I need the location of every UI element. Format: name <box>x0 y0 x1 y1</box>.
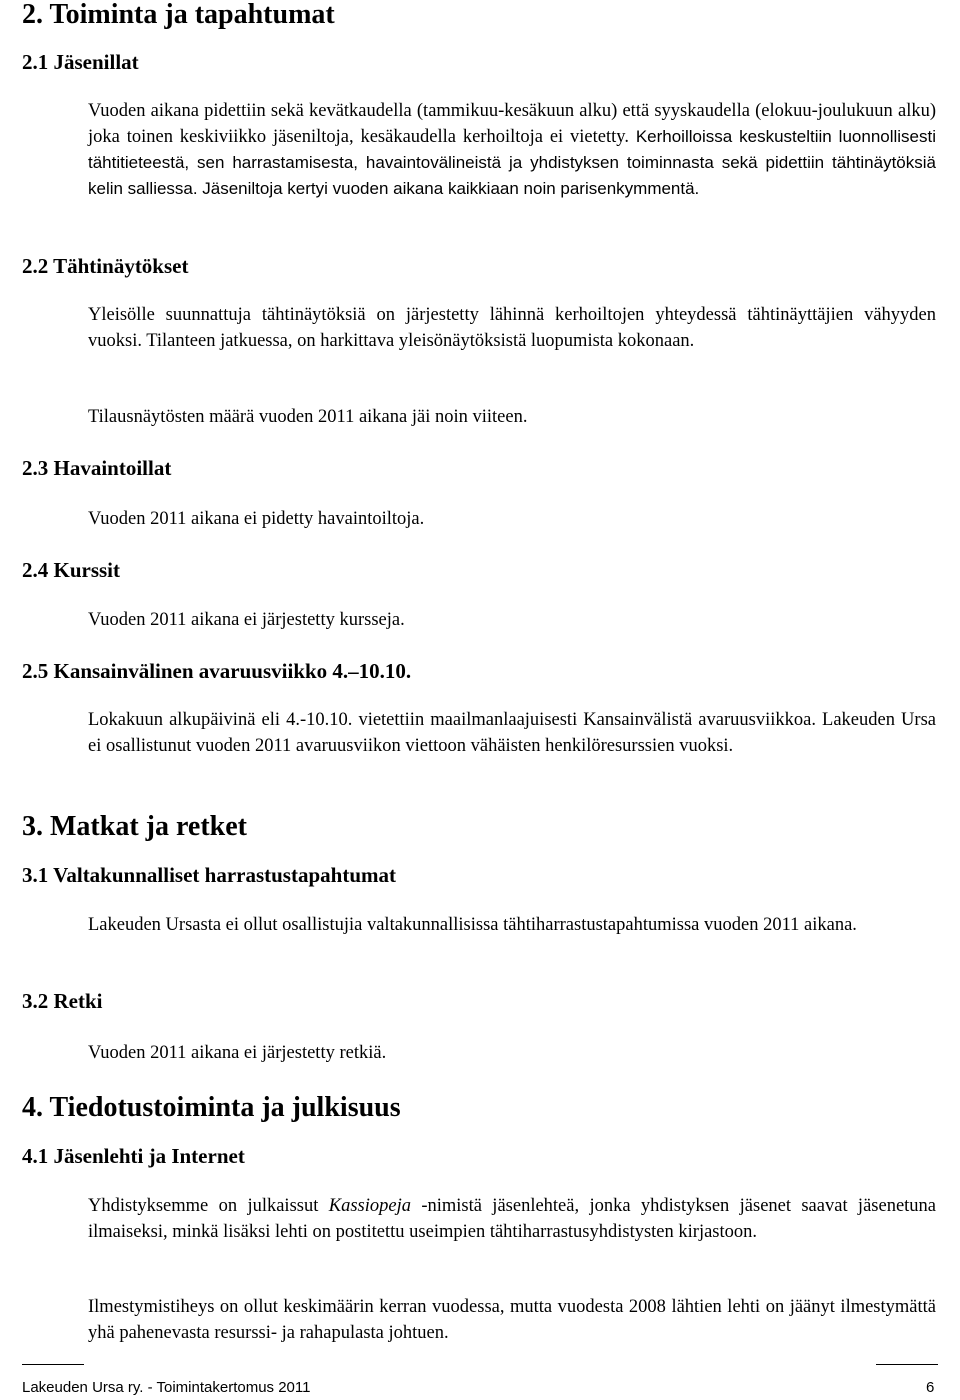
section-2-5-paragraph: Lokakuun alkupäivinä eli 4.-10.10. vietettiin maailmanlaajuisesti Kansainvälistä avaruusviikkoa. Lakeuden Ursa ei osallistunut vuoden 2011 avaruusviikon viettoon vähäisten henkilöresurssien vuoksi. <box>88 710 936 756</box>
text-run: Kerhoilloissa keskusteltiin luonnollisesti tähtitieteestä, sen harrastamisesta, havaintovälineistä ja yhdistyksen toiminnasta sekä pidettiin tähtinäytöksiä kelin salliessa. <box>88 127 937 198</box>
footer-rule-right <box>876 1364 938 1365</box>
section-2-5-heading: 2.5 Kansainvälinen avaruusviikko 4.–10.10. <box>22 659 412 683</box>
section-4-1-paragraph-2: Ilmestymistiheys on ollut keskimäärin kerran vuodessa, mutta vuodesta 2008 lähtien lehti on jäänyt ilmestymättä yhä pahenevasta resurssi- ja rahapulasta johtuen. <box>88 1297 936 1343</box>
section-4-1-heading: 4.1 Jäsenlehti ja Internet <box>22 1144 245 1168</box>
section-2-2-heading: 2.2 Tähtinäytökset <box>22 254 189 278</box>
section-3-2-paragraph: Vuoden 2011 aikana ei järjestetty retkiä. <box>88 1043 387 1063</box>
section-4-heading: 4. Tiedotustoiminta ja julkisuus <box>22 1092 401 1123</box>
section-3-1-heading: 3.1 Valtakunnalliset harrastustapahtumat <box>22 863 396 887</box>
footer-rule-left <box>22 1364 84 1365</box>
section-4-1-paragraph-1 <box>88 1193 936 1245</box>
section-2-4-heading: 2.4 Kurssit <box>22 558 121 582</box>
section-2-3-heading: 2.3 Havaintoillat <box>22 456 172 480</box>
section-2-2-paragraph-2: Tilausnäytösten määrä vuoden 2011 aikana jäi noin viiteen. <box>88 407 528 427</box>
section-2-1-paragraph <box>88 98 936 202</box>
section-2-2-paragraph-1: Yleisölle suunnattuja tähtinäytöksiä on järjestetty lähinnä kerhoiltojen yhteydessä tähtinäyttäjien vähyyden vuoksi. Tilanteen jatkuessa, on harkittava yleisönäytöksistä luopumista kokonaan. <box>88 305 936 351</box>
text-run: Yhdistyksemme on julkaissut <box>88 1196 319 1216</box>
text-run: Jäseniltoja kertyi vuoden aikana kaikkiaan noin parisenkymmentä. <box>202 179 700 198</box>
text-run: -nimistä jäsenlehteä, jonka yhdistyksen jäsenet saavat jäsenetuna ilmaiseksi, minkä lisäksi lehti on postitettu useimpien tähtiharrastusyhdistysten kirjastoon. <box>88 1196 937 1242</box>
section-2-1-heading: 2.1 Jäsenillat <box>22 50 139 74</box>
section-3-heading: 3. Matkat ja retket <box>22 811 247 842</box>
section-2-3-paragraph: Vuoden 2011 aikana ei pidetty havaintoiltoja. <box>88 509 425 529</box>
magazine-title: Kassiopeja <box>328 1196 411 1216</box>
section-3-2-heading: 3.2 Retki <box>22 989 103 1013</box>
section-2-heading: 2. Toiminta ja tapahtumat <box>22 0 335 30</box>
section-2-4-paragraph: Vuoden 2011 aikana ei järjestetty kursseja. <box>88 610 405 630</box>
text-run: Vuoden aikana pidettiin sekä kevätkaudella (tammikuu-kesäkuun alku) että syyskaudella (elokuu-joulukuun alku) joka toinen keskiviikko jäseniltoja, kesäkaudella kerhoiltoja ei vietetty. <box>88 101 936 147</box>
footer-title: Lakeuden Ursa ry. - Toimintakertomus 2011 <box>22 1379 311 1396</box>
page-number: 6 <box>926 1379 935 1396</box>
section-3-1-paragraph: Lakeuden Ursasta ei ollut osallistujia valtakunnallisissa tähtiharrastustapahtumissa vuoden 2011 aikana. <box>88 915 857 935</box>
